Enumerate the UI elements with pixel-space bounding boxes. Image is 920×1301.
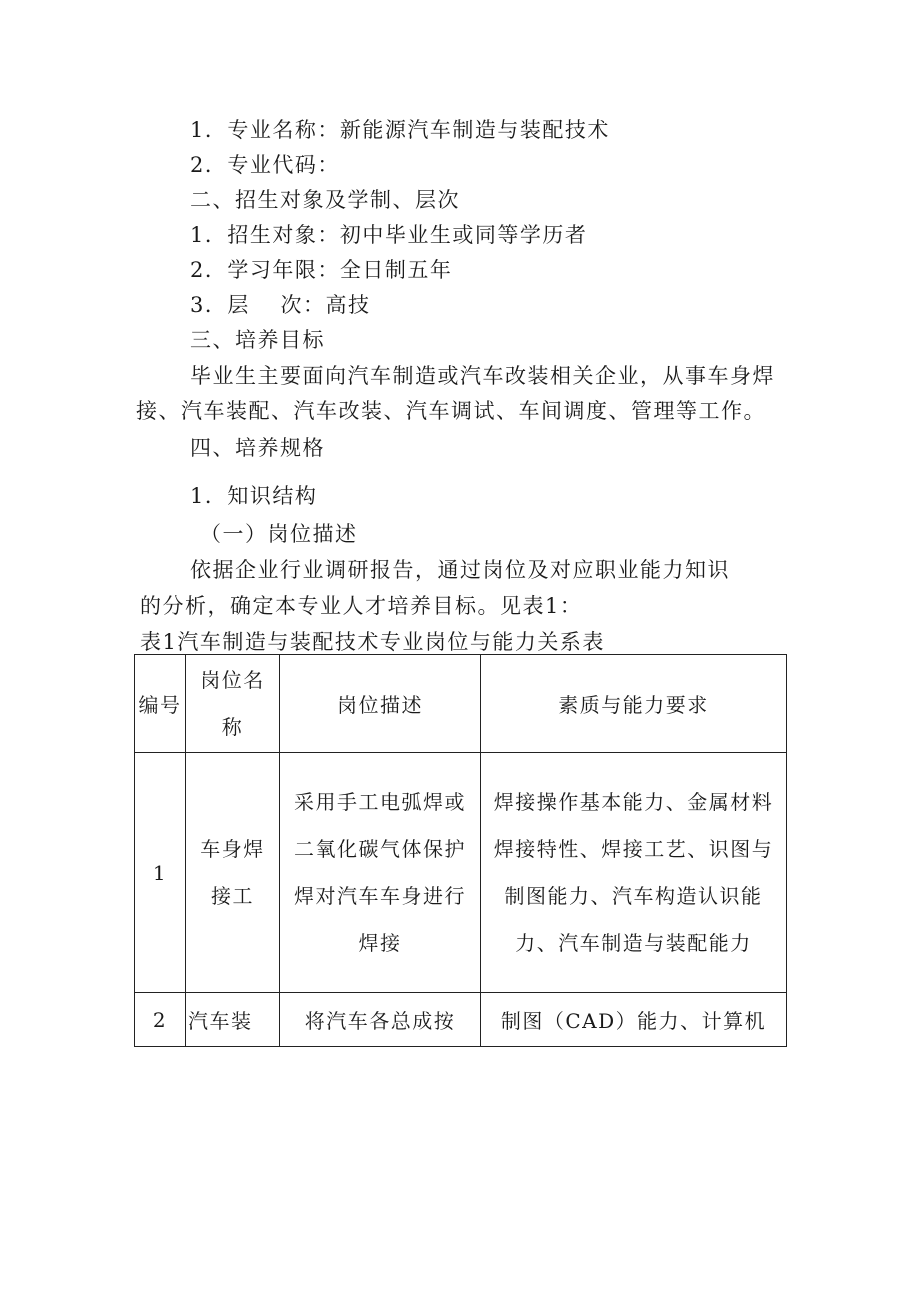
table-row <box>135 993 787 1047</box>
table-header-row <box>135 655 787 753</box>
job-ability-table <box>134 654 787 1047</box>
header-requirements: 素质与能力要求 <box>481 655 787 753</box>
study-duration: 2．学习年限：全日制五年 <box>190 258 453 282</box>
level: 3．层 次：高技 <box>190 293 371 317</box>
basis-line-1: 依据企业行业调研报告，通过岗位及对应职业能力知识 <box>190 558 730 582</box>
row-requirements: 焊接操作基本能力、金属材料 焊接特性、焊接工艺、识图与 制图能力、汽车构造认识能 力、汽车制造与装配能力 <box>481 753 787 993</box>
section-3-heading: 三、培养目标 <box>190 328 325 352</box>
header-job-description: 岗位描述 <box>280 655 481 753</box>
row-job-description: 将汽车各总成按 <box>280 993 481 1047</box>
knowledge-structure: 1．知识结构 <box>190 484 318 508</box>
section-2-heading: 二、招生对象及学制、层次 <box>190 188 460 212</box>
major-code: 2．专业代码： <box>190 153 340 177</box>
header-job-name: 岗位名 称 <box>186 655 280 753</box>
job-description-heading: （一）岗位描述 <box>200 522 358 546</box>
objective-line-2: 接、汽车装配、汽车改装、汽车调试、车间调度、管理等工作。 <box>136 399 766 423</box>
row-number: 1 <box>135 753 186 993</box>
header-number: 编号 <box>135 655 186 753</box>
row-requirements: 制图（CAD）能力、计算机 <box>481 993 787 1047</box>
major-name: 1．专业名称：新能源汽车制造与装配技术 <box>190 118 610 142</box>
objective-line-1: 毕业生主要面向汽车制造或汽车改装相关企业，从事车身焊 <box>190 364 775 388</box>
enrollment-target: 1．招生对象：初中毕业生或同等学历者 <box>190 223 588 247</box>
row-job-name: 车身焊 接工 <box>186 753 280 993</box>
table-caption: 表1汽车制造与装配技术专业岗位与能力关系表 <box>140 630 605 654</box>
table-row <box>135 753 787 993</box>
row-number: 2 <box>135 993 186 1047</box>
row-job-name: 汽车装 <box>186 993 280 1047</box>
basis-line-2: 的分析，确定本专业人才培养目标。见表1： <box>140 594 583 618</box>
section-4-heading: 四、培养规格 <box>190 436 325 460</box>
row-job-description: 采用手工电弧焊或 二氧化碳气体保护 焊对汽车车身进行 焊接 <box>280 753 481 993</box>
